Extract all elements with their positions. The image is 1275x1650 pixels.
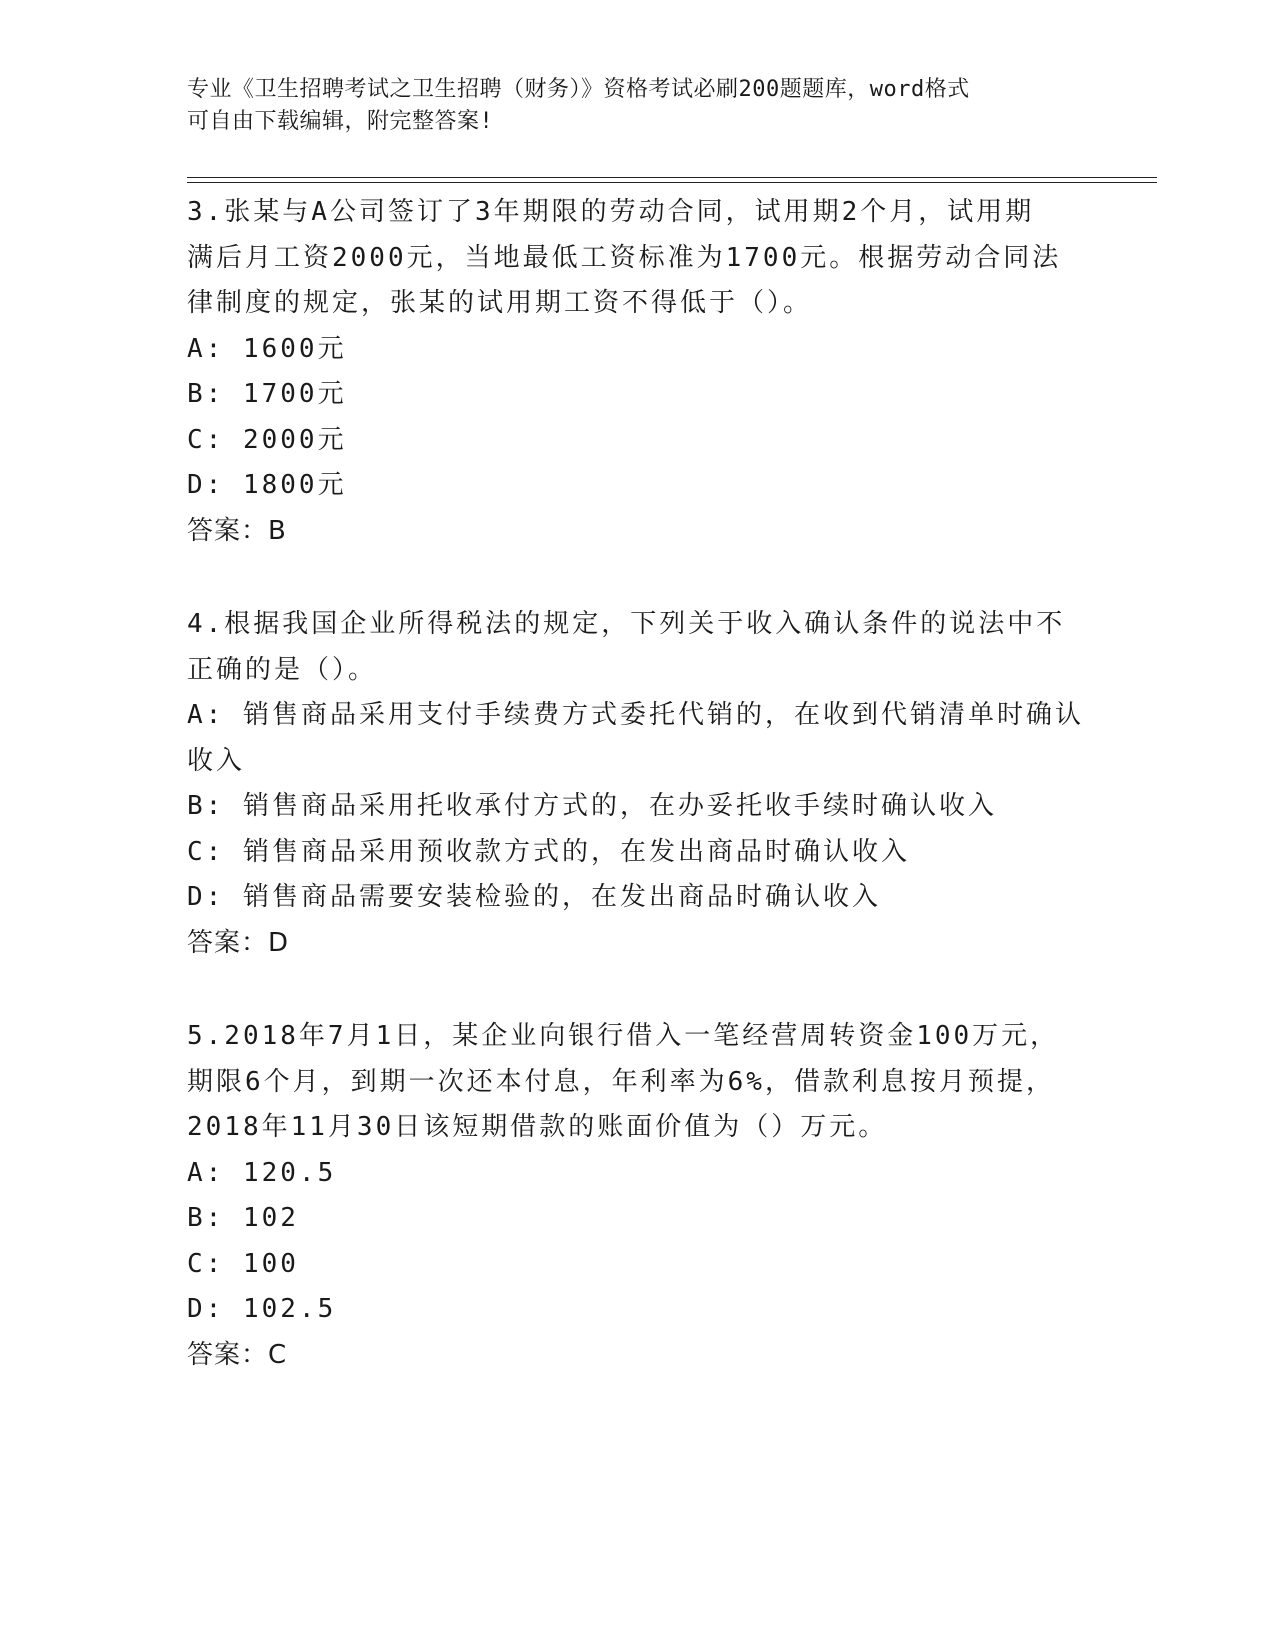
option-a: A: 120.5 bbox=[187, 1157, 337, 1188]
option-d: D: 1800元 bbox=[187, 470, 347, 500]
answer-label: 答案：D bbox=[187, 927, 290, 958]
header-divider-bottom bbox=[187, 182, 1157, 183]
option-d: D: 销售商品需要安装检验的，在发出商品时确认收入 bbox=[187, 882, 881, 912]
option-b: B: 102 bbox=[187, 1203, 299, 1233]
question-list bbox=[187, 190, 1087, 1426]
question-stem-line: 5.2018年7月1日，某企业向银行借入一笔经营周转资金100万元， bbox=[187, 1021, 1060, 1051]
question-stem-line: 满后月工资2000元，当地最低工资标准为1700元。根据劳动合同法 bbox=[187, 242, 1062, 273]
question-stem-line: 2018年11月30日该短期借款的账面价值为（）万元。 bbox=[187, 1112, 888, 1142]
header-title-line-2: 可自由下载编辑，附完整答案! bbox=[187, 109, 494, 134]
answer-label: 答案：B bbox=[187, 515, 287, 546]
question-stem-line: 期限6个月，到期一次还本付息，年利率为6%，借款利息按月预提， bbox=[187, 1066, 1055, 1097]
question-stem-line: 4.根据我国企业所得税法的规定，下列关于收入确认条件的说法中不 bbox=[187, 609, 1066, 639]
option-a-continued: 收入 bbox=[187, 745, 246, 776]
option-a: A: 销售商品采用支付手续费方式委托代销的，在收到代销清单时确认 bbox=[187, 700, 1084, 730]
option-c: C: 100 bbox=[187, 1248, 299, 1279]
option-b: B: 1700元 bbox=[187, 379, 347, 409]
question-4 bbox=[187, 602, 1087, 966]
option-c: C: 2000元 bbox=[187, 424, 347, 455]
option-c: C: 销售商品采用预收款方式的，在发出商品时确认收入 bbox=[187, 836, 910, 867]
question-stem-line: 正确的是（）。 bbox=[187, 654, 378, 685]
question-stem-line: 3.张某与A公司签订了3年期限的劳动合同，试用期2个月，试用期 bbox=[187, 197, 1035, 227]
question-3 bbox=[187, 190, 1087, 554]
option-d: D: 102.5 bbox=[187, 1294, 337, 1324]
header-divider-top bbox=[187, 177, 1157, 178]
header-title-line-1: 专业《卫生招聘考试之卫生招聘（财务）》资格考试必刷200题题库，word格式 bbox=[187, 77, 970, 102]
answer-label: 答案：C bbox=[187, 1339, 288, 1370]
option-a: A: 1600元 bbox=[187, 333, 347, 364]
document-header bbox=[187, 74, 1067, 138]
question-stem-line: 律制度的规定，张某的试用期工资不得低于（）。 bbox=[187, 288, 813, 318]
question-5 bbox=[187, 1014, 1087, 1378]
option-b: B: 销售商品采用托收承付方式的，在办妥托收手续时确认收入 bbox=[187, 791, 997, 821]
